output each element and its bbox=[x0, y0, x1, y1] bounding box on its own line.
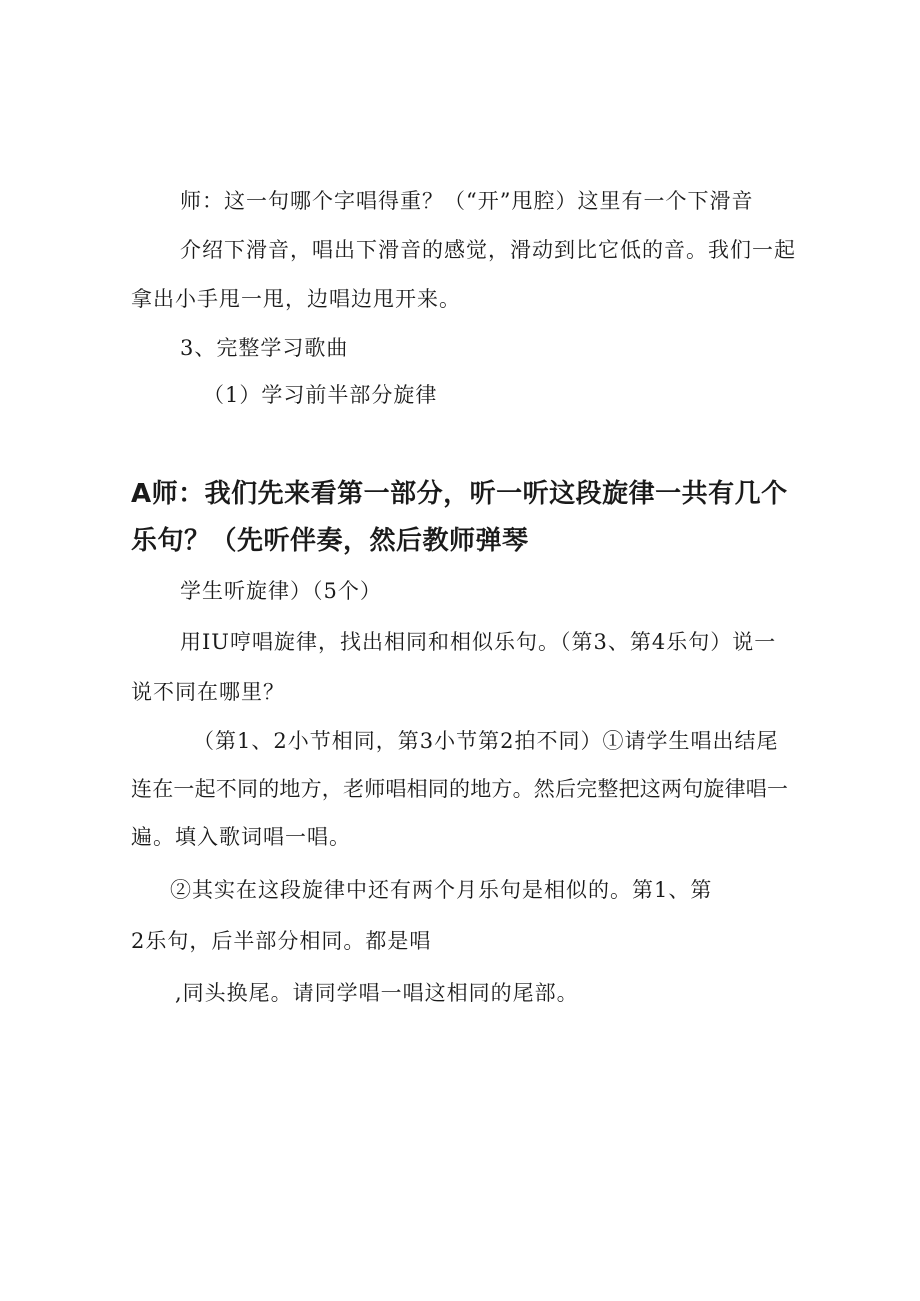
paragraph-line: 遍。填入歌词唱一唱。 bbox=[131, 825, 351, 849]
paragraph-line: （第1、2小节相同，第3小节第2拍不同）①请学生唱出结尾 bbox=[193, 729, 779, 753]
paragraph-line: 连在一起不同的地方，老师唱相同的地方。然后完整把这两句旋律唱一 bbox=[131, 777, 789, 801]
paragraph-line: 拿出小手甩一甩，边唱边甩开来。 bbox=[131, 287, 461, 311]
paragraph-line: 用IU哼唱旋律，找出相同和相似乐句。（第3、第4乐句）说一 bbox=[180, 630, 777, 654]
section-heading: 3、完整学习歌曲 bbox=[180, 336, 349, 360]
emphasis-line: 乐句？（先听伴奏，然后教师弹琴 bbox=[131, 526, 529, 556]
paragraph-line: 师：这一句哪个字唱得重？（“开”甩腔）这里有一个下滑音 bbox=[180, 189, 754, 213]
paragraph-line: 说不同在哪里？ bbox=[131, 680, 285, 704]
paragraph-line: 介绍下滑音，唱出下滑音的感觉，滑动到比它低的音。我们一起 bbox=[180, 238, 796, 262]
subsection-heading: （1）学习前半部分旋律 bbox=[203, 383, 438, 407]
paragraph-line: 2乐句，后半部分相同。都是唱 bbox=[131, 929, 432, 953]
paragraph-line: ②其实在这段旋律中还有两个月乐句是相似的。第1、第 bbox=[170, 878, 713, 902]
emphasis-line: A师：我们先来看第一部分，听一听这段旋律一共有几个 bbox=[131, 479, 788, 509]
paragraph-line: ,同头换尾。请同学唱一唱这相同的尾部。 bbox=[175, 981, 579, 1005]
paragraph-line: 学生听旋律）（5个） bbox=[180, 579, 382, 603]
